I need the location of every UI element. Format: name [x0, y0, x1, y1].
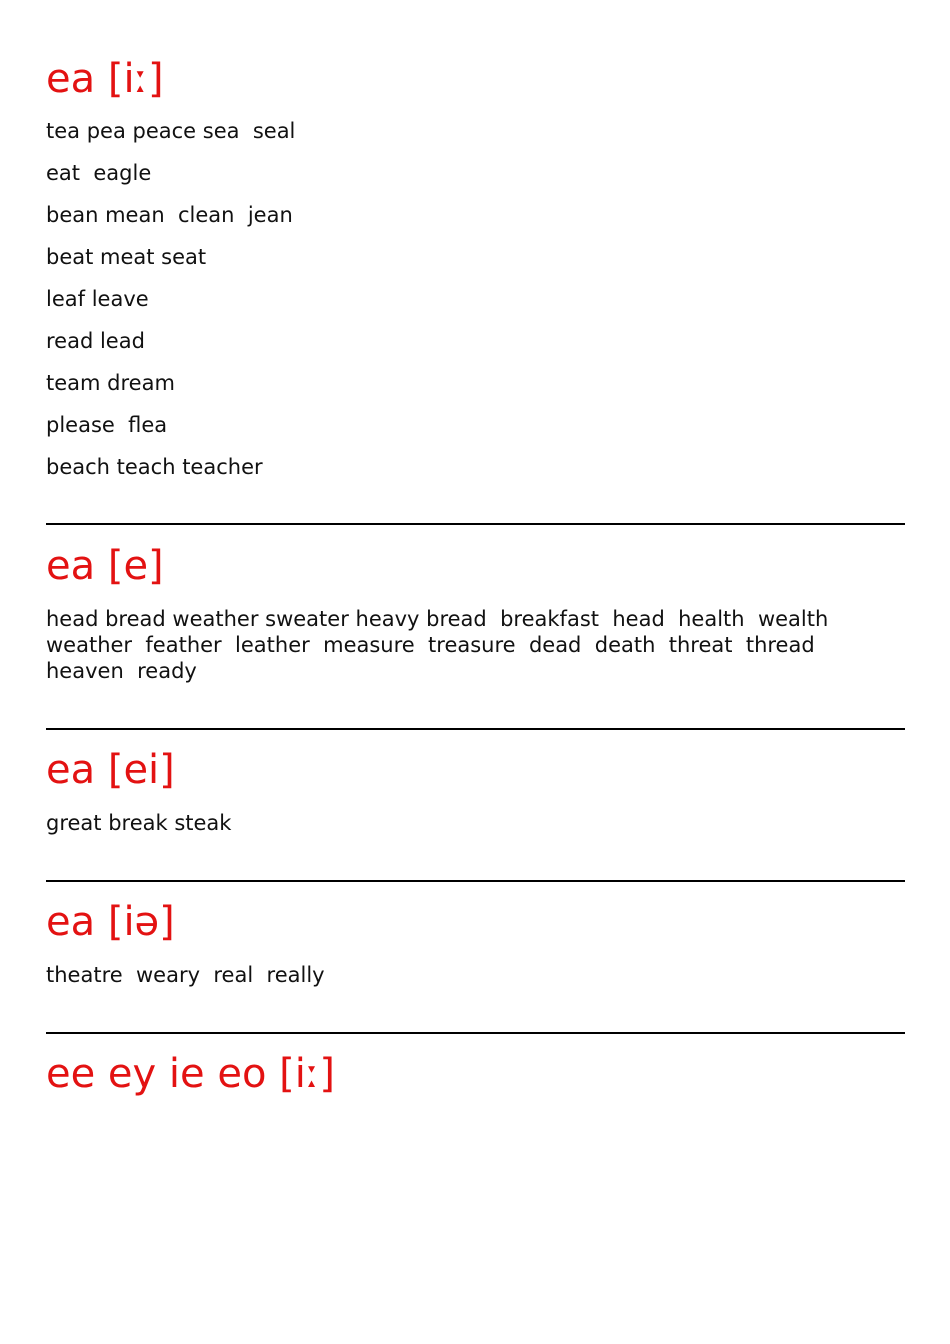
word-paragraph: head bread weather sweater heavy bread breakfast head health wealth weather feather leather measure treasure dead death threat thread heaven ready	[46, 607, 842, 683]
word-paragraph: theatre weary real really	[46, 963, 325, 987]
section-heading-ea-ia: ea [iə]	[46, 899, 175, 945]
word-line: beach teach teacher	[46, 455, 263, 479]
section-heading-ea-ei: ea [ei]	[46, 747, 175, 793]
word-line: team dream	[46, 371, 175, 395]
section-heading-ee-ey-ie-eo: ee ey ie eo [iː]	[46, 1051, 335, 1097]
word-line: leaf leave	[46, 287, 149, 311]
word-line: read lead	[46, 329, 145, 353]
word-line: eat eagle	[46, 161, 152, 185]
word-line: tea pea peace sea seal	[46, 119, 296, 143]
section-divider	[46, 523, 905, 525]
word-line: please flea	[46, 413, 168, 437]
section-heading-ea-e: ea [e]	[46, 543, 164, 589]
word-paragraph: great break steak	[46, 811, 232, 835]
word-line: beat meat seat	[46, 245, 207, 269]
section-divider	[46, 1032, 905, 1034]
section-heading-ea-long-i: ea [iː]	[46, 56, 164, 102]
section-divider	[46, 880, 905, 882]
section-divider	[46, 728, 905, 730]
word-line: bean mean clean jean	[46, 203, 293, 227]
